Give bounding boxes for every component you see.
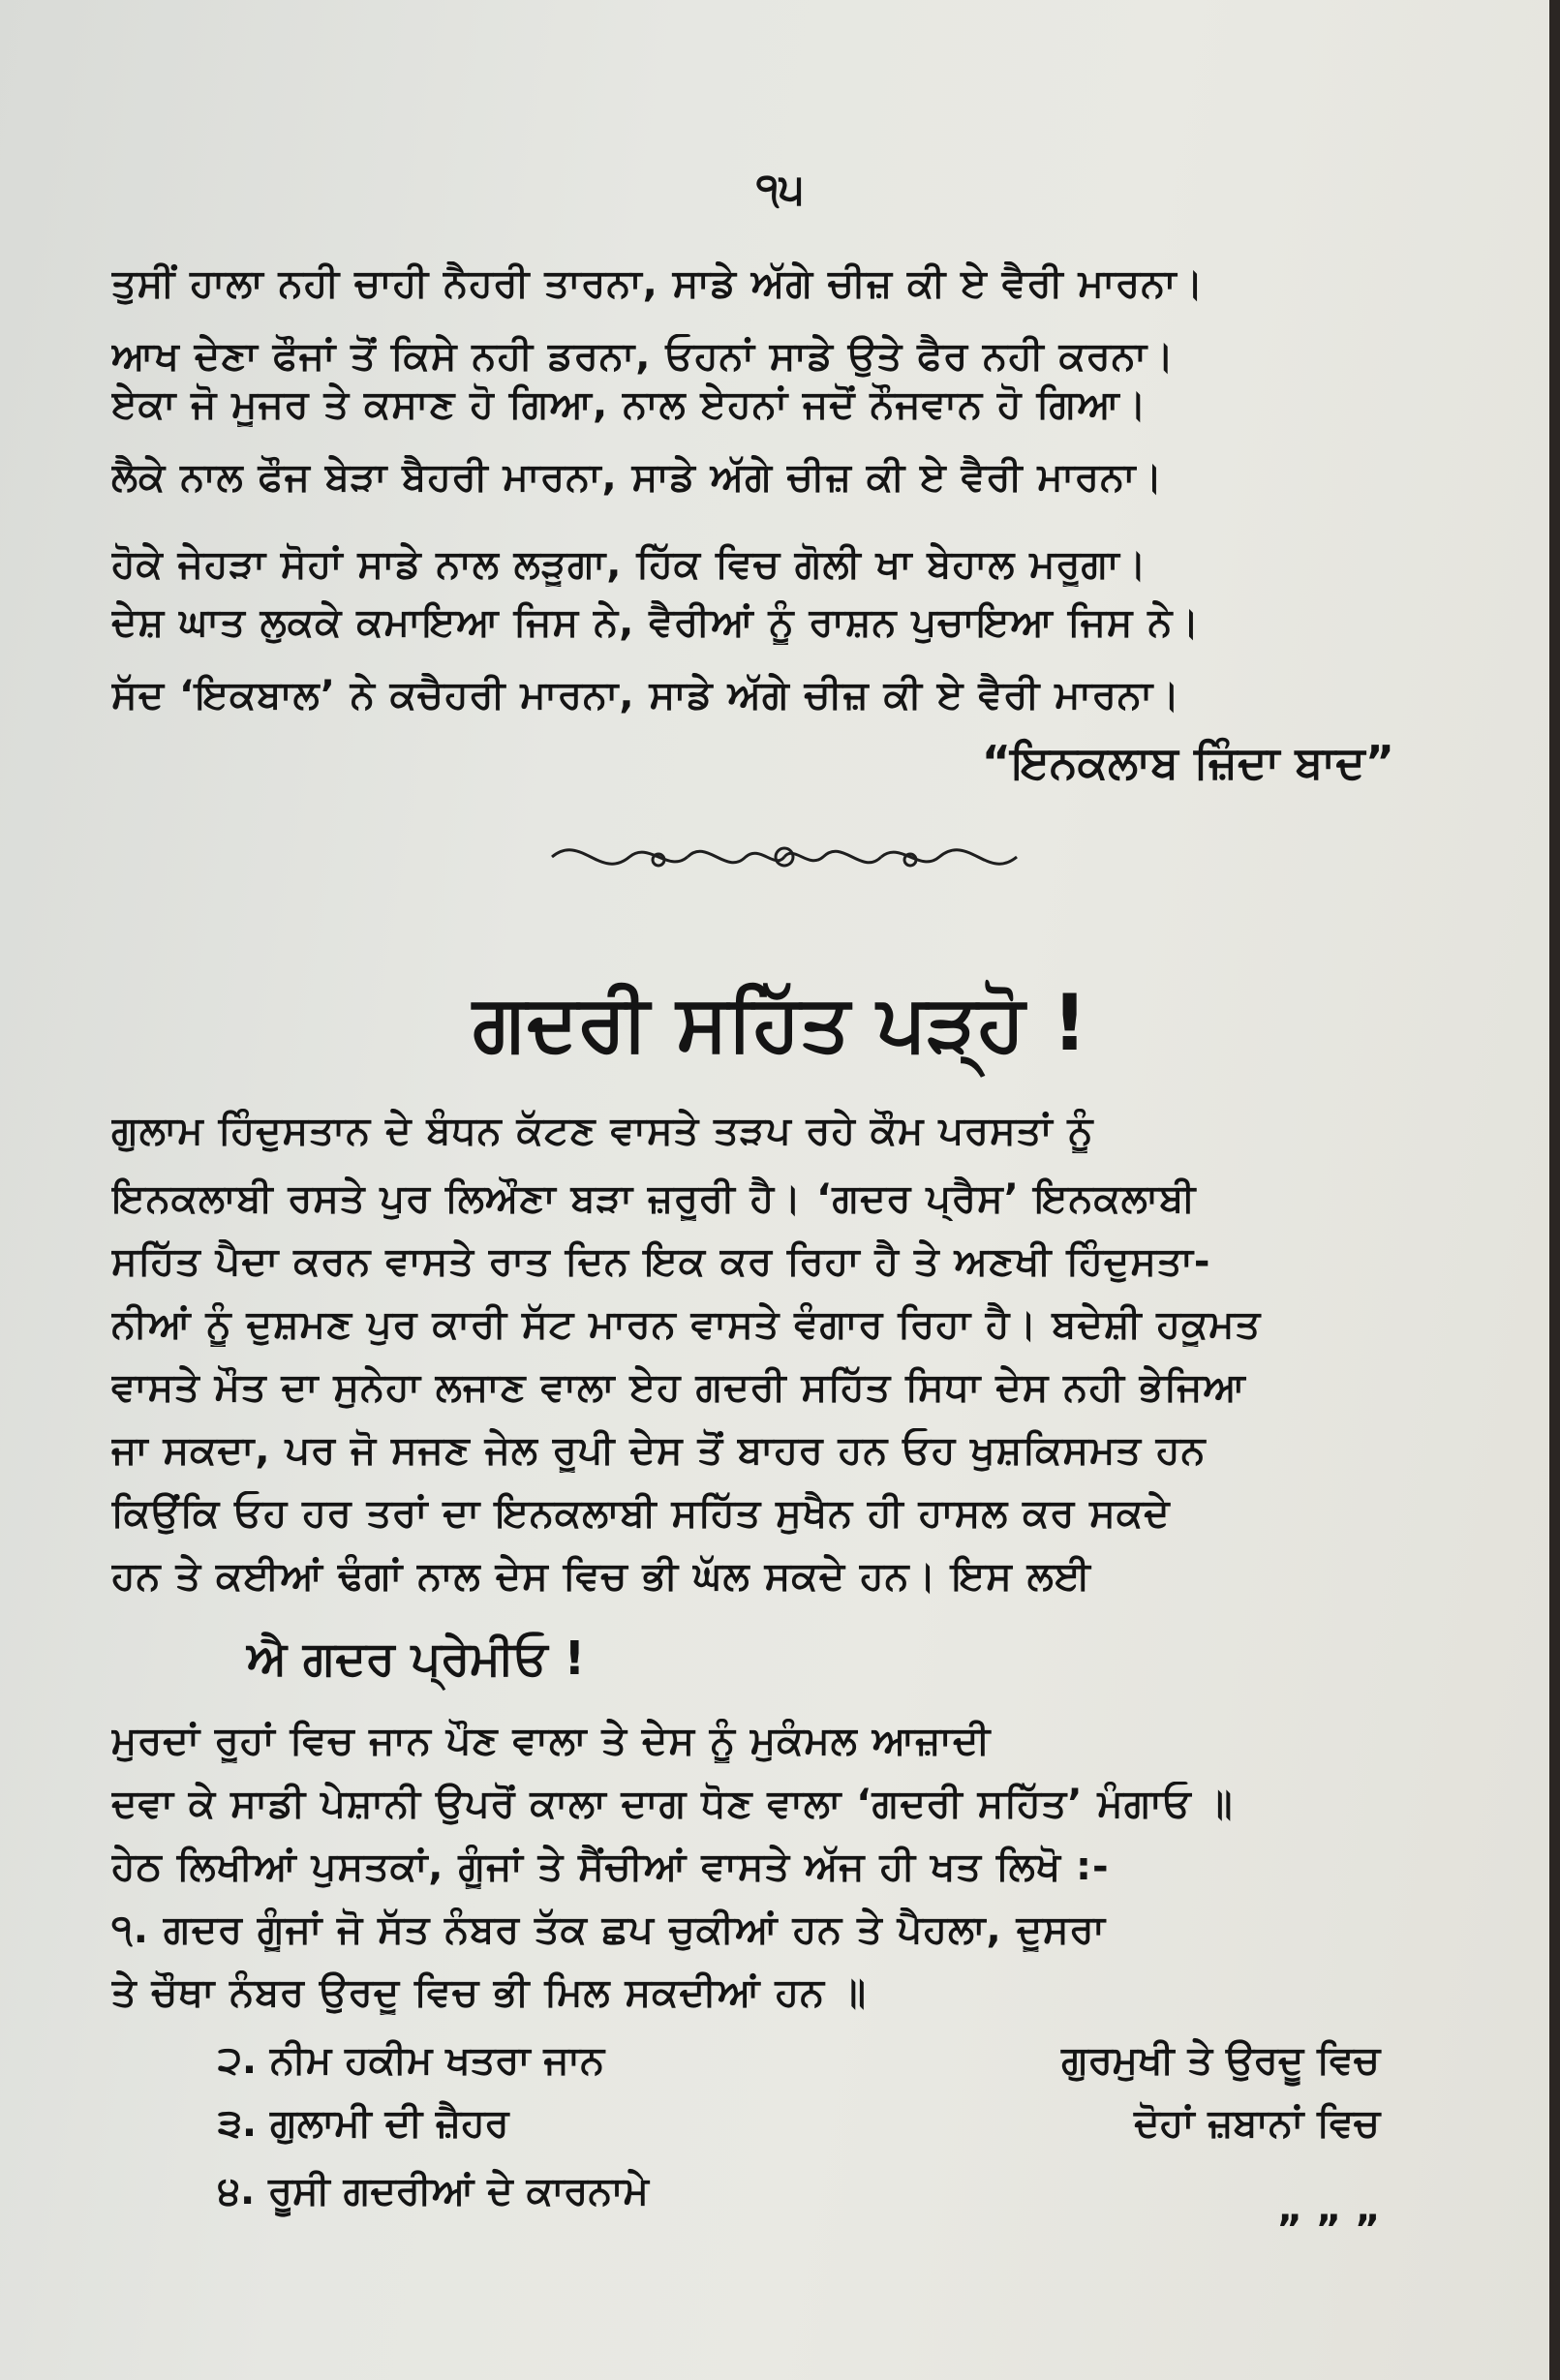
paragraph-line: ਹਨ ਤੇ ਕਈਆਂ ਢੰਗਾਂ ਨਾਲ ਦੇਸ ਵਿਚ ਭੀ ਘੱਲ ਸਕਦੇ ਹਨ। ਇਸ ਲਈ (111, 1554, 1091, 1599)
list-item (218, 2169, 1438, 2252)
paragraph-line: ਸਹਿੱਤ ਪੈਦਾ ਕਰਨ ਵਾਸਤੇ ਰਾਤ ਦਿਨ ਇਕ ਕਰ ਰਿਹਾ ਹੈ ਤੇ ਅਣਖੀ ਹਿੰਦੁਸਤਾ- (111, 1239, 1211, 1284)
appeal-line: ਹੇਠ ਲਿਖੀਆਂ ਪੁਸਤਕਾਂ, ਗੂੰਜਾਂ ਤੇ ਸੈਂਚੀਆਂ ਵਾਸਤੇ ਅੱਜ ਹੀ ਖਤ ਲਿਖੋ :- (111, 1845, 1110, 1889)
poem-line: ਤੁਸੀਂ ਹਾਲਾ ਨਹੀ ਚਾਹੀ ਨੈਹਰੀ ਤਾਰਨਾ, ਸਾਡੇ ਅੱਗੇ ਚੀਜ਼ ਕੀ ਏ ਵੈਰੀ ਮਾਰਨਾ। (111, 261, 1205, 306)
list-item-note: ” ” ” (1276, 2208, 1380, 2252)
appeal-line: ਮੁਰਦਾਂ ਰੂਹਾਂ ਵਿਚ ਜਾਨ ਪੌਣ ਵਾਲਾ ਤੇ ਦੇਸ ਨੂੰ ਮੁਕੰਮਲ ਆਜ਼ਾਦੀ (111, 1719, 992, 1763)
sub-heading: ਐ ਗਦਰ ਪ੍ਰੇਮੀਓ ! (247, 1632, 586, 1686)
paragraph-line: ਵਾਸਤੇ ਮੌਤ ਦਾ ਸੁਨੇਹਾ ਲਜਾਣ ਵਾਲਾ ਏਹ ਗਦਰੀ ਸਹਿੱਤ ਸਿਧਾ ਦੇਸ ਨਹੀ ਭੇਜਿਆ (111, 1365, 1246, 1410)
paragraph-line: ਜਾ ਸਕਦਾ, ਪਰ ਜੋ ਸਜਣ ਜੇਲ ਰੂਪੀ ਦੇਸ ਤੋਂ ਬਾਹਰ ਹਨ ਓਹ ਖੁਸ਼ਕਿਸਮਤ ਹਨ (111, 1428, 1207, 1473)
paragraph-line: ਨੀਆਂ ਨੂੰ ਦੁਸ਼ਮਣ ਪੁਰ ਕਾਰੀ ਸੱਟ ਮਾਰਨ ਵਾਸਤੇ ਵੰਗਾਰ ਰਿਹਾ ਹੈ। ਬਦੇਸ਼ੀ ਹਕੂਮਤ (111, 1302, 1262, 1347)
paragraph-line: ਕਿਉਂਕਿ ਓਹ ਹਰ ਤਰਾਂ ਦਾ ਇਨਕਲਾਬੀ ਸਹਿੱਤ ਸੁਖੈਨ ਹੀ ਹਾਸਲ ਕਰ ਸਕਦੇ (111, 1491, 1171, 1536)
poem-line: ਹੋਕੇ ਜੇਹੜਾ ਸੋਹਾਂ ਸਾਡੇ ਨਾਲ ਲੜੂਗਾ, ਹਿੱਕ ਵਿਚ ਗੋਲੀ ਖਾ ਬੇਹਾਲ ਮਰੂਗਾ। (111, 542, 1147, 587)
decorative-divider (542, 823, 1026, 891)
poem-line: ਏਕਾ ਜੋ ਮੂਜਰ ਤੇ ਕਸਾਣ ਹੋ ਗਿਆ, ਨਾਲ ਏਹਨਾਂ ਜਦੋਂ ਨੌਜਵਾਨ ਹੋ ਗਿਆ। (111, 382, 1147, 427)
slogan: “ਇਨਕਲਾਬ ਜ਼ਿੰਦਾ ਬਾਦ” (981, 736, 1394, 788)
page-number: ੧੫ (755, 165, 805, 214)
poem-line: ਆਖ ਦੇਣਾ ਫੌਜਾਂ ਤੋਂ ਕਿਸੇ ਨਹੀ ਡਰਨਾ, ਓਹਨਾਂ ਸਾਡੇ ਉਤੇ ਫੈਰ ਨਹੀ ਕਰਨਾ। (111, 334, 1176, 379)
paragraph-line: ਇਨਕਲਾਬੀ ਰਸਤੇ ਪੁਰ ਲਿਔਣਾ ਬੜਾ ਜ਼ਰੂਰੀ ਹੈ। ‘ਗਦਰ ਪ੍ਰੈਸ’ ਇਨਕਲਾਬੀ (111, 1176, 1197, 1221)
list-item-note: ਗੁਰਮੁਖੀ ਤੇ ਉਰਦੂ ਵਿਚ (1061, 2038, 1380, 2083)
list-item-note: ਦੋਹਾਂ ਜ਼ਬਾਨਾਂ ਵਿਚ (1134, 2101, 1380, 2146)
appeal-line: ਤੇ ਚੌਥਾ ਨੰਬਰ ਉਰਦੂ ਵਿਚ ਭੀ ਮਿਲ ਸਕਦੀਆਂ ਹਨ ॥ (111, 1970, 867, 2015)
poem-line: ਸੱਦ ‘ਇਕਬਾਲ’ ਨੇ ਕਚੈਹਰੀ ਮਾਰਨਾ, ਸਾਡੇ ਅੱਗੇ ਚੀਜ਼ ਕੀ ਏ ਵੈਰੀ ਮਾਰਨਾ। (111, 673, 1181, 717)
poem-line: ਲੈਕੇ ਨਾਲ ਫੌਜ ਬੇੜਾ ਬੈਹਰੀ ਮਾਰਨਾ, ਸਾਡੇ ਅੱਗੇ ਚੀਜ਼ ਕੀ ਏ ਵੈਰੀ ਮਾਰਨਾ। (111, 455, 1164, 500)
list-item (218, 2038, 1438, 2096)
list-item-title: ੨. ਨੀਮ ਹਕੀਮ ਖਤਰਾ ਜਾਨ (218, 2038, 605, 2083)
list-item-title: ੪. ਰੂਸੀ ਗਦਰੀਆਂ ਦੇ ਕਾਰਨਾਮੇ (218, 2169, 649, 2213)
list-item (218, 2101, 1438, 2159)
appeal-line: ੧. ਗਦਰ ਗੂੰਜਾਂ ਜੋ ਸੱਤ ਨੰਬਰ ਤੱਕ ਛਪ ਚੁਕੀਆਂ ਹਨ ਤੇ ਪੈਹਲਾ, ਦੂਸਰਾ (111, 1907, 1106, 1952)
paragraph-line: ਗੁਲਾਮ ਹਿੰਦੁਸਤਾਨ ਦੇ ਬੰਧਨ ਕੱਟਣ ਵਾਸਤੇ ਤੜਪ ਰਹੇ ਕੌਮ ਪਰਸਤਾਂ ਨੂੰ (111, 1109, 1094, 1153)
poem-line: ਦੇਸ਼ ਘਾਤ ਲੁਕਕੇ ਕਮਾਇਆ ਜਿਸ ਨੇ, ਵੈਰੀਆਂ ਨੂੰ ਰਾਸ਼ਨ ਪੁਚਾਇਆ ਜਿਸ ਨੇ। (111, 600, 1201, 645)
article-heading: ਗਦਰੀ ਸਹਿੱਤ ਪੜ੍ਹੋ ! (473, 978, 1087, 1068)
list-item-title: ੩. ਗੁਲਾਮੀ ਦੀ ਜ਼ੈਹਰ (218, 2101, 509, 2146)
appeal-line: ਦਵਾ ਕੇ ਸਾਡੀ ਪੇਸ਼ਾਨੀ ਉਪਰੋਂ ਕਾਲਾ ਦਾਗ ਧੋਣ ਵਾਲਾ ‘ਗਦਰੀ ਸਹਿੱਤ’ ਮੰਗਾਓ ॥ (111, 1782, 1234, 1826)
